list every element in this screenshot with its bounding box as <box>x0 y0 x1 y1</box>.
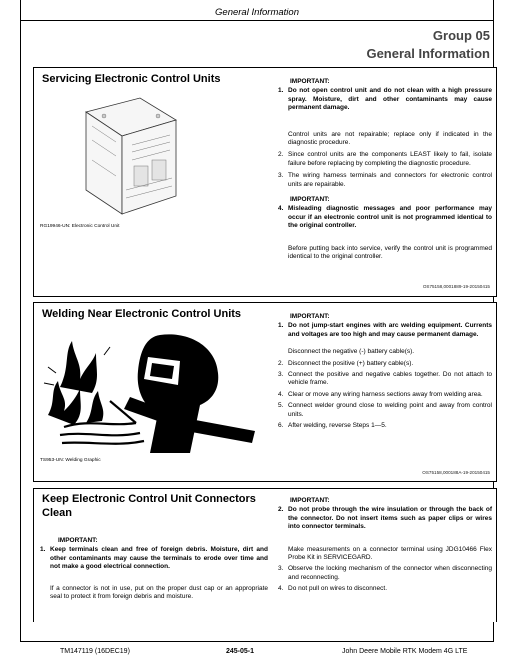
item-number: 3. <box>278 172 284 180</box>
important-label: IMPORTANT: <box>290 497 330 504</box>
section-title: Keep Electronic Control Unit Connectors Clean <box>42 493 256 519</box>
item-number: 4. <box>278 585 284 593</box>
item-text: Do not open control unit and do not clean with a high pressure spray. Moisture, dirt and other contaminants may cause permanent damage. <box>288 87 492 112</box>
item-number: 1. <box>40 546 46 554</box>
item-number: 3. <box>278 371 284 379</box>
item-text: Observe the locking mechanism of the connector when disconnecting and reconnecting. <box>288 565 492 581</box>
important-label: IMPORTANT: <box>290 78 330 85</box>
item-text: Keep terminals clean and free of foreign debris. Moisture, dirt and other contaminants may cause the terminals to erode over time and not make a good electrical connection. <box>50 546 268 571</box>
item-number: 4. <box>278 390 284 398</box>
list-item <box>278 422 492 430</box>
reference-code: OS75158,000188A-19-20150415 <box>422 470 490 475</box>
item-number: 1. <box>278 322 284 330</box>
list-item <box>278 402 492 419</box>
list-item <box>278 172 492 189</box>
list-item <box>40 546 268 571</box>
important-label: IMPORTANT: <box>290 313 330 320</box>
item-text: Disconnect the negative (-) battery cable(s). <box>288 348 415 356</box>
list-item <box>278 371 492 388</box>
item-text: Do not pull on wires to disconnect. <box>288 585 387 593</box>
footer-page-number: 245-05-1 <box>226 648 255 655</box>
item-text: Connect welder ground close to welding point and away from control units. <box>288 402 492 418</box>
item-number: 2. <box>278 151 284 159</box>
section-servicing-ecu <box>33 67 497 297</box>
list-item <box>278 151 492 168</box>
figure-caption: RG19946-UN: Electronic Control Unit <box>40 224 120 229</box>
item-text: Disconnect the positive (+) battery cable(s). <box>288 359 414 367</box>
group-number: Group 05 <box>432 28 490 43</box>
list-item <box>278 506 492 531</box>
item-text: Since control units are the components LEAST likely to fail, isolate failure before replacing by completing the diagnostic procedure. <box>288 151 492 167</box>
section-welding <box>33 302 497 482</box>
reference-code: OS75158,0001889-19-20150415 <box>422 284 490 289</box>
group-title: General Information <box>366 46 490 61</box>
list-item <box>278 391 492 399</box>
list-item <box>278 322 492 339</box>
item-number: 2. <box>278 506 284 514</box>
list-item <box>278 205 492 230</box>
footer-product: John Deere Mobile RTK Modem 4G LTE <box>342 648 468 655</box>
figure-caption: TS953-UN: Welding Graphic <box>40 458 101 463</box>
list-item <box>40 585 268 602</box>
left-column <box>40 537 268 603</box>
item-text: The wiring harness terminals and connectors for electronic control units are repairable. <box>288 172 492 188</box>
section-title: Servicing Electronic Control Units <box>42 73 221 85</box>
item-text: If a connector is not in use, put on the proper dust cap or an appropriate seal to protect it from foreign debris and moisture. <box>50 584 268 601</box>
item-number: 5. <box>278 402 284 410</box>
header-rule <box>21 20 493 21</box>
right-column <box>278 78 492 264</box>
list-item <box>278 585 492 593</box>
item-text: After welding, reverse Steps 1—5. <box>288 422 387 430</box>
list-item <box>278 87 492 112</box>
right-column <box>278 497 492 596</box>
item-number: 4. <box>278 205 284 213</box>
welding-graphic <box>40 327 270 453</box>
item-number: 6. <box>278 422 284 430</box>
list-item <box>278 546 492 563</box>
list-item <box>278 245 492 262</box>
item-number: 1. <box>278 87 284 95</box>
list-item <box>278 565 492 582</box>
item-text: Do not probe through the wire insulation or through the back of the connector. Do not insert items such as paper clips or wires into connector terminals. <box>288 506 492 531</box>
right-column <box>278 313 492 432</box>
list-item <box>278 348 492 356</box>
item-text: Do not jump-start engines with arc welding equipment. Currents and voltages are too high and may cause permanent damage. <box>288 322 492 338</box>
item-text: Misleading diagnostic messages and poor performance may occur if an electronic control unit is not programmed identical to the original controller. <box>288 205 492 230</box>
list-item <box>278 131 492 148</box>
item-number: 3. <box>278 565 284 573</box>
item-text: Before putting back into service, verify the control unit is programmed identical to the original controller. <box>288 244 492 261</box>
footer-doc-id: TM147119 (16DEC19) <box>60 648 130 655</box>
list-item <box>278 360 492 368</box>
item-number: 2. <box>278 359 284 367</box>
important-label: IMPORTANT: <box>58 537 98 544</box>
item-text: Make measurements on a connector terminal using JDG10466 Flex Probe Kit in SERVICEGARD. <box>288 545 492 562</box>
item-text: Clear or move any wiring harness sections away from welding area. <box>288 390 483 398</box>
control-unit-illustration <box>74 90 186 222</box>
section-title: Welding Near Electronic Control Units <box>42 308 242 320</box>
item-text: Connect the positive and negative cables together. Do not attach to vehicle frame. <box>288 371 492 387</box>
running-title: General Information <box>215 7 299 18</box>
section-keep-connectors-clean <box>33 488 497 622</box>
important-label: IMPORTANT: <box>290 196 330 204</box>
item-text: Control units are not repairable; replace only if indicated in the diagnostic procedure. <box>288 130 492 147</box>
